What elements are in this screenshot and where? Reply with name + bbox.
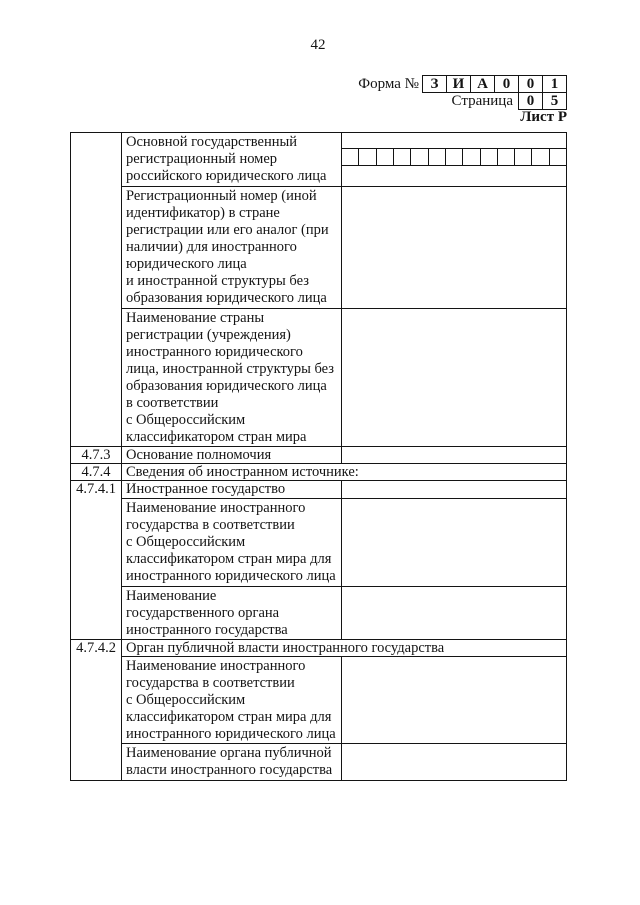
field-label-foreign-state-name: Наименование иностранного государства в соответствии с Общероссийским классификатором стран мира для иностранного юридического лица: [121, 498, 341, 586]
field-label-ogrn: Основной государственный регистрационный номер российского юридического лица: [121, 132, 341, 186]
form-code-char: 1: [543, 76, 567, 92]
form-code-char: З: [423, 76, 447, 92]
ogrn-digit-box: [394, 149, 411, 165]
field-label-state-body-name: Наименование государственного органа иностранного государства: [121, 586, 341, 639]
ogrn-digit-box: [359, 149, 376, 165]
field-value-foreign-state-name: [341, 656, 566, 743]
field-value-foreign-state-name: [341, 498, 566, 586]
row-number-cell: 4.7.4.1: [70, 480, 121, 639]
ogrn-digit-box: [377, 149, 394, 165]
ogrn-digit-box: [481, 149, 498, 165]
section-heading-foreign-source: Сведения об иностранном источнике:: [121, 463, 566, 480]
ogrn-digit-box: [411, 149, 428, 165]
field-value-foreign-state: [341, 480, 566, 498]
field-value-ogrn: [341, 132, 566, 186]
field-label-authority-basis: Основание полномочия: [121, 446, 341, 463]
page-code-char: 5: [543, 93, 567, 109]
ogrn-digit-box: [515, 149, 532, 165]
page-code-char: 0: [519, 93, 543, 109]
field-label-foreign-state-name: Наименование иностранного государства в соответствии с Общероссийским классификатором стран мира для иностранного юридического лица: [121, 656, 341, 743]
field-label-registration-country: Наименование страны регистрации (учреждения) иностранного юридического лица, иностранной структуры без образования юридического лица в соответствии с Общероссийским классификатором стран мира: [121, 308, 341, 446]
ogrn-digit-box: [342, 149, 359, 165]
ogrn-digit-box: [498, 149, 515, 165]
field-value-foreign-reg-number: [341, 186, 566, 308]
form-code-char: 0: [495, 76, 519, 92]
page-code-boxes: [518, 92, 567, 110]
data-table: [70, 132, 567, 781]
row-number-cell: 4.7.4.2: [70, 639, 121, 780]
ogrn-digit-box: [532, 149, 549, 165]
ogrn-digit-box: [429, 149, 446, 165]
form-number-label: Форма №: [358, 76, 419, 92]
field-label-foreign-reg-number: Регистрационный номер (иной идентификатор) в стране регистрации или его аналог (при наличии) для иностранного юридического лица и иностранной структуры без образования юридического лица: [121, 186, 341, 308]
subsection-heading-foreign-state: Иностранное государство: [121, 480, 341, 498]
ogrn-digit-boxes: [342, 148, 566, 166]
field-label-public-authority-name: Наименование органа публичной власти иностранного государства: [121, 743, 341, 780]
row-number-cell-continued: [70, 132, 121, 446]
ogrn-digit-box: [550, 149, 566, 165]
subsection-heading-public-authority: Орган публичной власти иностранного государства: [121, 639, 566, 656]
form-code-char: И: [447, 76, 471, 92]
row-number-cell: 4.7.4: [70, 463, 121, 480]
sheet-label: Лист Р: [520, 109, 567, 125]
field-value-authority-basis: [341, 446, 566, 463]
ogrn-digit-box: [446, 149, 463, 165]
page-label: Страница: [451, 93, 513, 109]
form-code-char: 0: [519, 76, 543, 92]
form-code-char: А: [471, 76, 495, 92]
field-value-registration-country: [341, 308, 566, 446]
form-code-boxes: [422, 75, 567, 93]
ogrn-digit-box: [463, 149, 480, 165]
field-value-public-authority-name: [341, 743, 566, 780]
field-value-state-body-name: [341, 586, 566, 639]
page-number: 42: [310, 37, 326, 53]
row-number-cell: 4.7.3: [70, 446, 121, 463]
